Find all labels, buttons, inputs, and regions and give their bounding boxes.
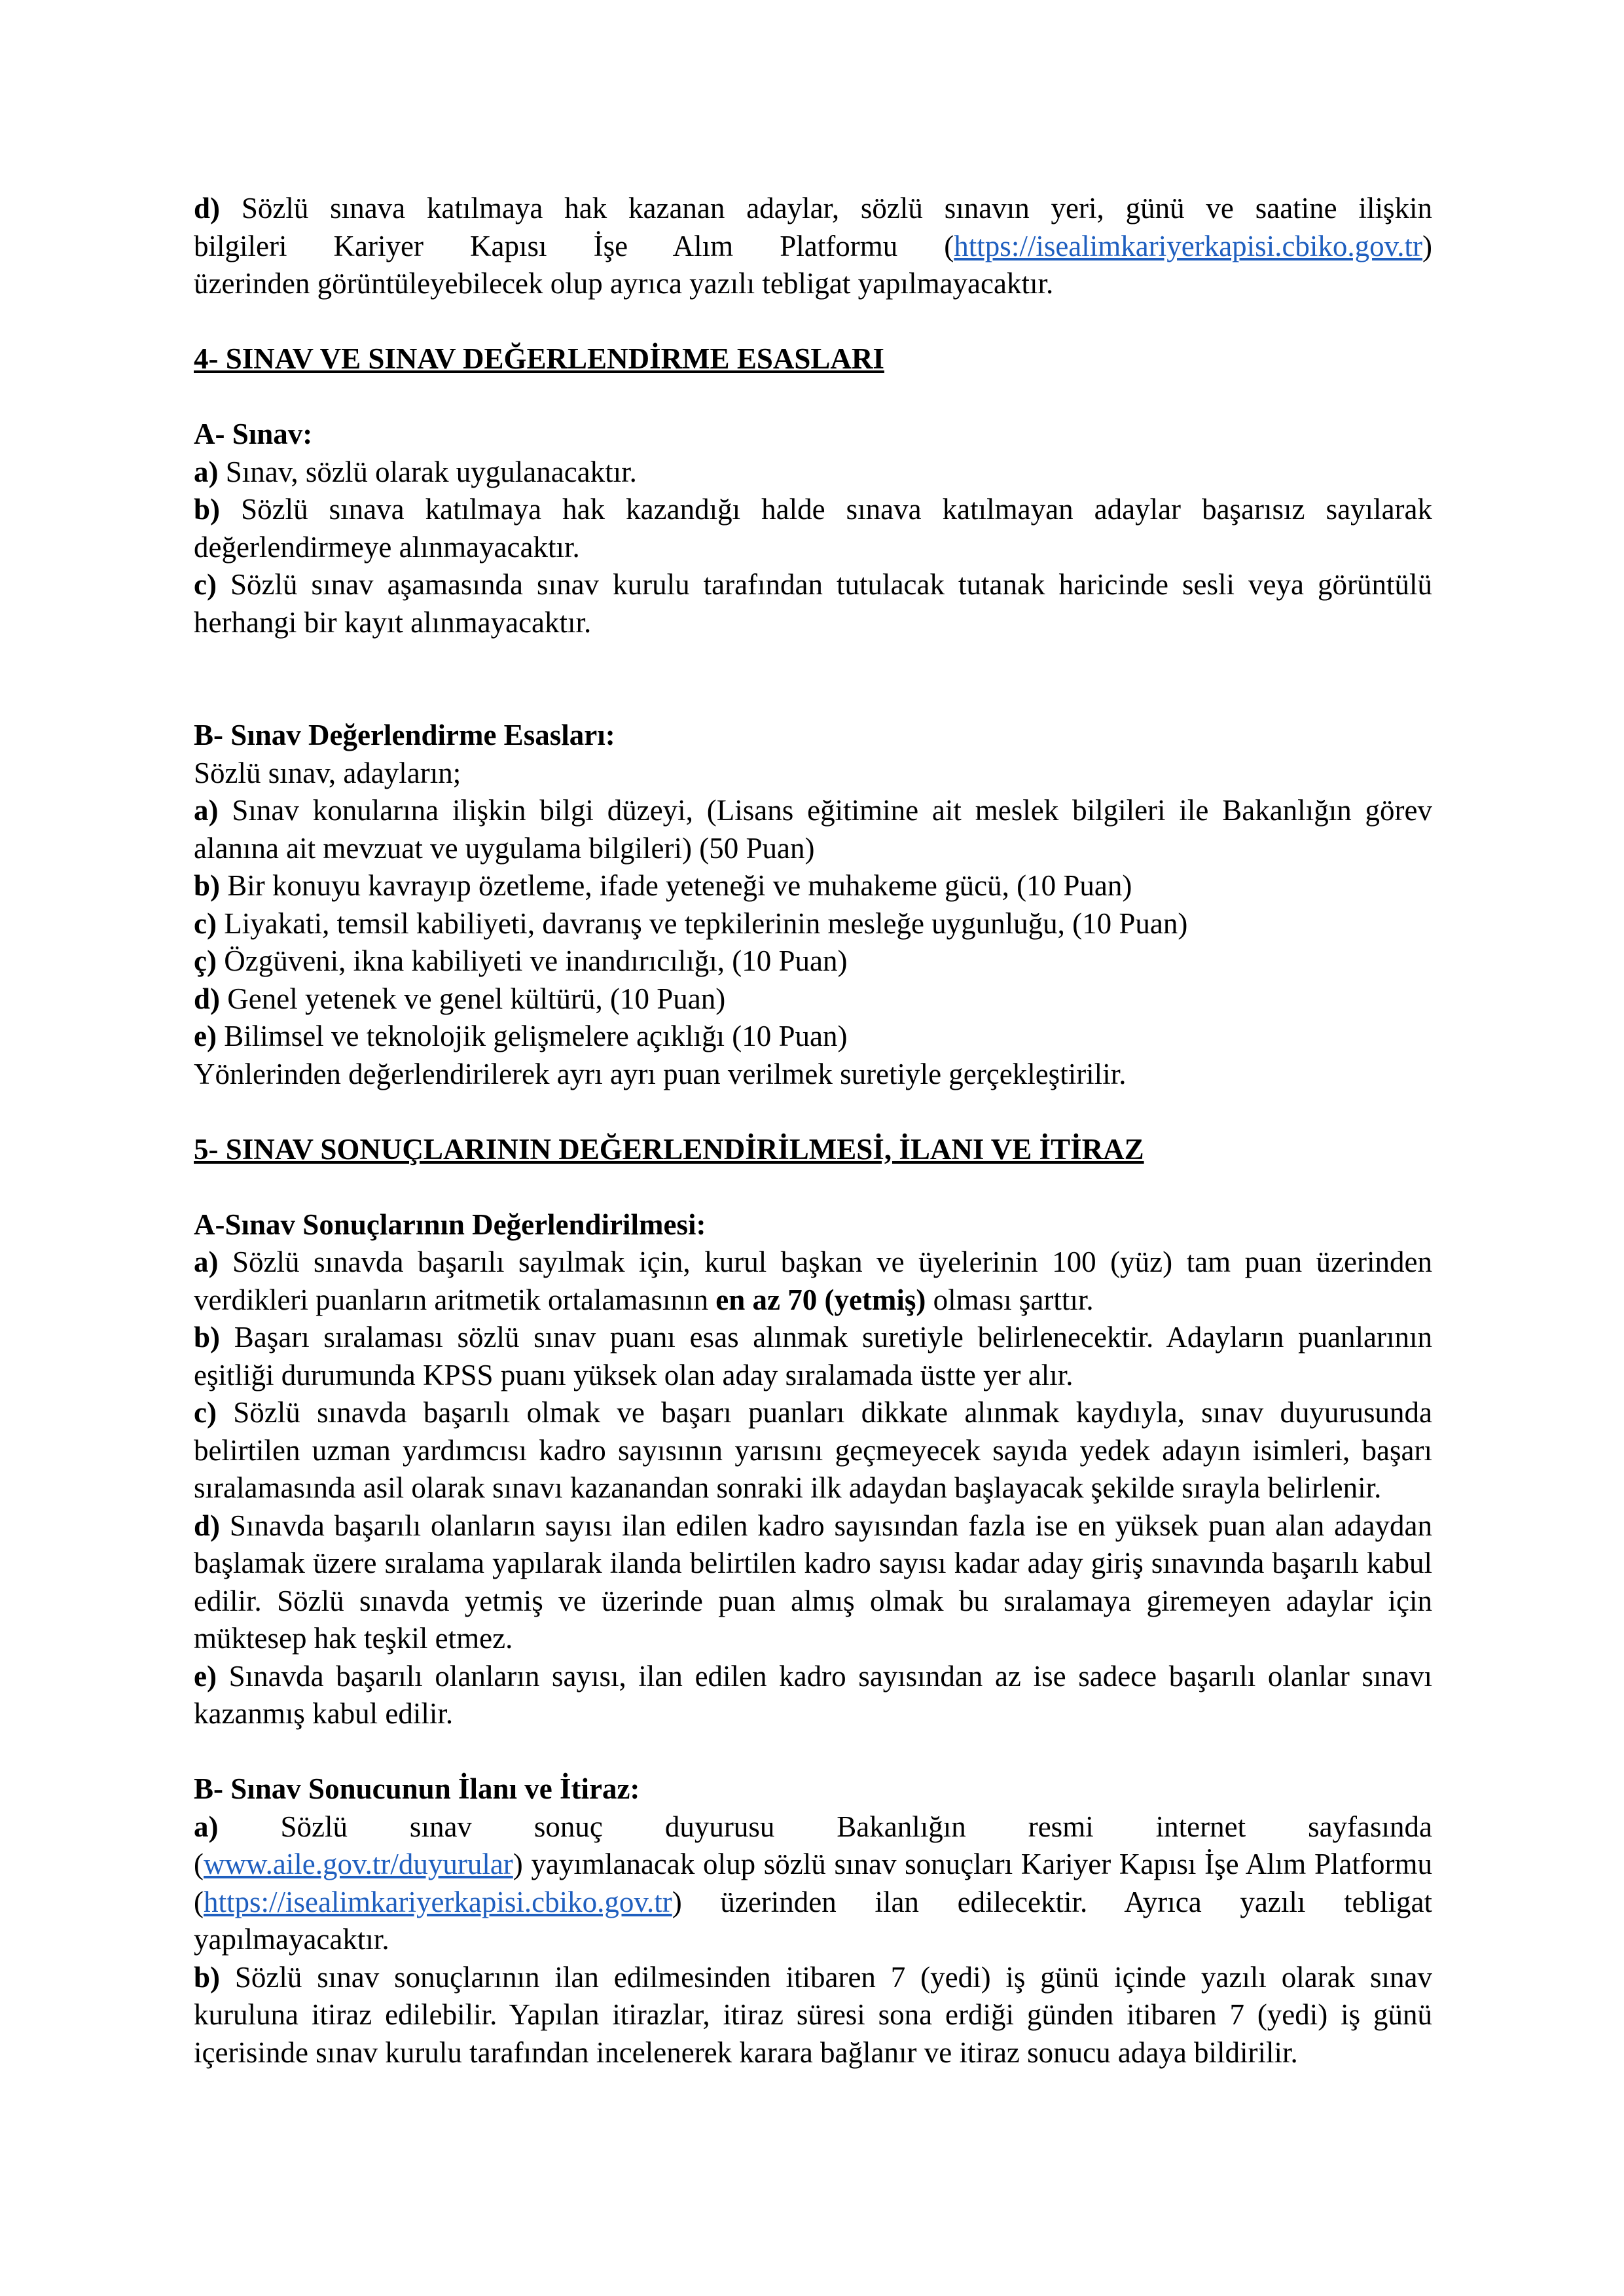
item-label: d) xyxy=(194,1509,221,1542)
item-label: a) xyxy=(194,1810,219,1843)
item-label: c) xyxy=(194,1396,217,1429)
section5-a-title: A-Sınav Sonuçlarının Değerlendirilmesi: xyxy=(194,1208,706,1241)
section4-b-item-e: e) Bilimsel ve teknolojik gelişmelere açıklığı (10 Puan) xyxy=(194,1020,848,1052)
section4-b-item-c: c) Liyakati, temsil kabiliyeti, davranış ve tepkilerinin mesleğe uygunluğu, (10 Puan) xyxy=(194,906,1188,940)
section5-a-item-d: d) Sınavda başarılı olanların sayısı ilan edilen kadro sayısından fazla ise en yüksek puan alan adaydan başlamak üzere sıralama yapılarak ilanda belirtilen kadro sayısı kadar aday giriş sınavında başarılı kabul edilir. Sözlü sınavda yetmiş ve üzerinde puan almış olmak bu sıralamaya giremeyen adaylar için müktesep hak teşkil etmez. xyxy=(194,1509,1432,1655)
section4-b-item-b: b) Bir konuyu kavrayıp özetleme, ifade yeteneği ve muhakeme gücü, (10 Puan) xyxy=(194,869,1132,902)
item-label: a) xyxy=(194,1246,219,1278)
item-label: b) xyxy=(194,493,221,526)
section5-b-title: B- Sınav Sonucunun İlanı ve İtiraz: xyxy=(194,1772,640,1805)
item-label: a) xyxy=(194,794,219,827)
section4-b-title: B- Sınav Değerlendirme Esasları: xyxy=(194,719,615,751)
section5-heading: 5- SINAV SONUÇLARININ DEĞERLENDİRİLMESİ, İLANI VE İTİRAZ xyxy=(194,1132,1144,1166)
section5-b-item-a-line1: a) Sözlü sınav sonuç duyurusu Bakanlığın resmi internet sayfasında xyxy=(194,1810,1432,1843)
item-label: b) xyxy=(194,1960,221,1994)
item-label: ç) xyxy=(194,944,217,977)
item-label: d) xyxy=(194,192,221,224)
aile-duyurular-link[interactable]: www.aile.gov.tr/duyurular xyxy=(204,1848,513,1880)
section5-a-item-b: b) Başarı sıralaması sözlü sınav puanı esas alınmak suretiyle belirlenecektir. Adayların puanlarının eşitliği durumunda KPSS puanı yüksek olan aday sıralamada üstte yer alır. xyxy=(194,1321,1433,1391)
item-label: c) xyxy=(194,568,217,601)
section4-a-item-c: c) Sözlü sınav aşamasında sınav kurulu tarafından tutulacak tutanak haricinde sesli veya görüntülü herhangi bir kayıt alınmayacaktır. xyxy=(194,568,1432,639)
top-d-line2: bilgileri Kariyer Kapısı İşe Alım Platformu (https://isealimkariyerkapisi.cbiko.gov.tr) xyxy=(194,229,1432,262)
section4-b-item-a: a) Sınav konularına ilişkin bilgi düzeyi, (Lisans eğitimine ait meslek bilgileri ile Bakanlığın görev alanına ait mevzuat ve uygulama bilgileri) (50 Puan) xyxy=(194,794,1433,865)
kariyer-kapisi-link-2[interactable]: https://isealimkariyerkapisi.cbiko.gov.tr xyxy=(204,1885,672,1918)
item-label: e) xyxy=(194,1659,217,1693)
section5-a-item-e: e) Sınavda başarılı olanların sayısı, ilan edilen kadro sayısından az ise sadece başarılı olanlar sınavı kazanmış kabul edilir. xyxy=(194,1659,1433,1730)
section4-heading: 4- SINAV VE SINAV DEĞERLENDİRME ESASLARI xyxy=(194,342,884,375)
minimum-score-emphasis: en az 70 (yetmiş) xyxy=(715,1283,926,1316)
top-d-line3: üzerinden görüntüleyebilecek olup ayrıca yazılı tebligat yapılmayacaktır. xyxy=(194,267,1054,300)
item-label: e) xyxy=(194,1020,217,1052)
document-page xyxy=(194,190,1432,2072)
kariyer-kapisi-link[interactable]: https://isealimkariyerkapisi.cbiko.gov.tr xyxy=(954,229,1422,262)
item-label: b) xyxy=(194,869,221,902)
section4-b-intro: Sözlü sınav, adayların; xyxy=(194,756,461,789)
section4-a-item-a: a) Sınav, sözlü olarak uygulanacaktır. xyxy=(194,455,637,488)
section4-a-title: A- Sınav: xyxy=(194,418,313,450)
section4-b-closing: Yönlerinden değerlendirilerek ayrı ayrı puan verilmek suretiyle gerçekleştirilir. xyxy=(194,1057,1127,1090)
section5-b-item-a-rest: (www.aile.gov.tr/duyurular) yayımlanacak olup sözlü sınav sonuçları Kariyer Kapısı İşe Alım Platformu (https://isealimkariyerkapisi.cbiko.gov.tr) üzerinden ilan edilecektir. Ayrıca yazılı tebligat yapılmayacaktır. xyxy=(194,1848,1432,1956)
section5-a-item-c: c) Sözlü sınavda başarılı olmak ve başarı puanları dikkate alınmak kaydıyla, sınav duyurusunda belirtilen uzman yardımcısı kadro sayısının yarısını geçmeyecek sayıda yedek adayın isimleri, başarı sıralamasında asil olarak sınavı kazanandan sonraki ilk adaydan başlayacak şekilde sırayla belirlenir. xyxy=(194,1396,1432,1504)
section4-b-item-cc: ç) Özgüveni, ikna kabiliyeti ve inandırıcılığı, (10 Puan) xyxy=(194,944,848,977)
section4-a-item-b: b) Sözlü sınava katılmaya hak kazandığı halde sınava katılmayan adaylar başarısız sayılarak değerlendirmeye alınmayacaktır. xyxy=(194,493,1432,564)
section5-b-item-b: b) Sözlü sınav sonuçlarının ilan edilmesinden itibaren 7 (yedi) iş günü içinde yazılı olarak sınav kuruluna itiraz edilebilir. Yapılan itirazlar, itiraz süresi sona erdiği günden itibaren 7 (yedi) iş günü içerisinde sınav kurulu tarafından incelenerek karara bağlanır ve itiraz sonucu adaya bildirilir. xyxy=(194,1960,1433,2069)
section4-b-item-d: d) Genel yetenek ve genel kültürü, (10 Puan) xyxy=(194,982,726,1015)
item-label: b) xyxy=(194,1321,221,1354)
item-label: c) xyxy=(194,906,217,940)
item-label: d) xyxy=(194,982,221,1015)
top-d-line1: d) Sözlü sınava katılmaya hak kazanan adaylar, sözlü sınavın yeri, günü ve saatine ilişkin xyxy=(194,192,1433,224)
section5-a-item-a: a) Sözlü sınavda başarılı sayılmak için, kurul başkan ve üyelerinin 100 (yüz) tam puan üzerinden verdikleri puanların aritmetik ortalamasının en az 70 (yetmiş) olması şarttır. xyxy=(194,1246,1432,1316)
item-label: a) xyxy=(194,455,219,488)
